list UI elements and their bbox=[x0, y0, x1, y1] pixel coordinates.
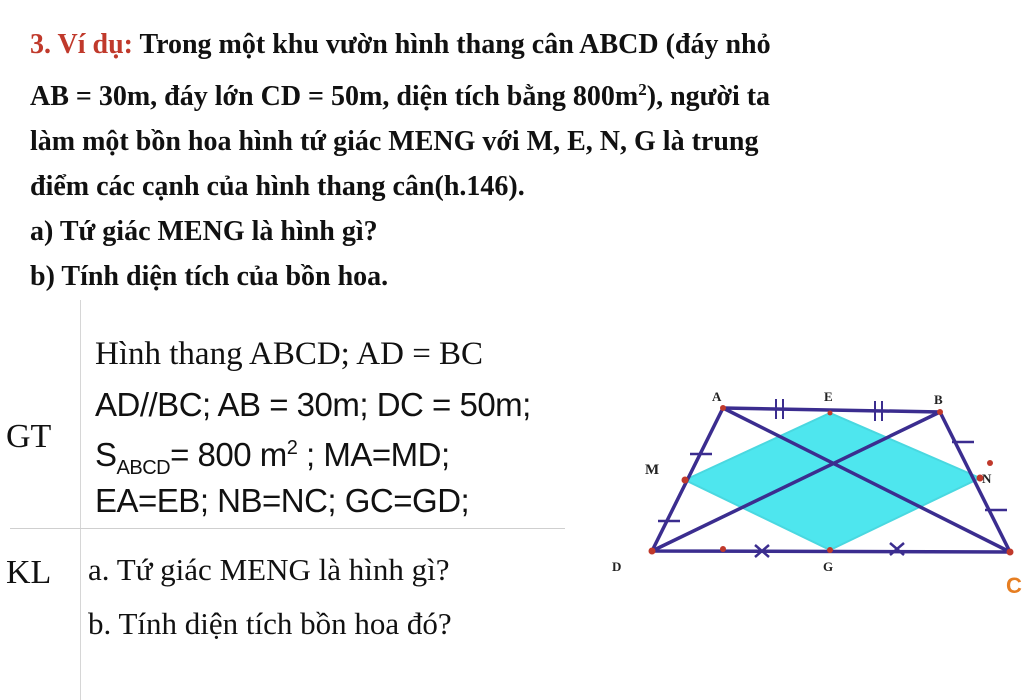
trapezoid-figure bbox=[600, 375, 1024, 700]
figure-svg bbox=[600, 375, 1024, 700]
conclusion-line-1: a. Tứ giác MENG là hình gì? bbox=[88, 552, 450, 587]
problem-statement bbox=[30, 22, 970, 299]
given-line-1: Hình thang ABCD; AD = BC bbox=[95, 336, 484, 372]
label-m: M bbox=[645, 462, 660, 478]
area-value: = 800 m bbox=[170, 436, 287, 473]
given-line-3 bbox=[95, 436, 450, 480]
label-d: D bbox=[612, 559, 622, 574]
label-c: C bbox=[1006, 573, 1022, 598]
question-a: a) Tứ giác MENG là hình gì? bbox=[30, 216, 378, 247]
problem-line-2-tail: ), người ta bbox=[646, 81, 771, 112]
problem-line-1-text: Trong một khu vườn hình thang cân ABCD (đáy nhỏ bbox=[139, 29, 771, 60]
point-e bbox=[828, 411, 833, 416]
problem-line-2-text: AB = 30m, đáy lớn CD = 50m, diện tích bằng 800m bbox=[30, 81, 639, 112]
point-extra bbox=[720, 546, 726, 552]
gt-label: GT bbox=[6, 418, 52, 455]
area-symbol: S bbox=[95, 436, 117, 473]
label-a: A bbox=[712, 389, 722, 404]
area-exponent: 2 bbox=[286, 437, 298, 459]
problem-line-4: điểm các cạnh của hình thang cân(h.146). bbox=[30, 171, 525, 202]
point-c bbox=[1007, 549, 1014, 556]
problem-line-2 bbox=[30, 67, 970, 119]
given-line-4: EA=EB; NB=NC; GC=GD; bbox=[95, 482, 470, 519]
point-b bbox=[937, 409, 943, 415]
example-label: Ví dụ: bbox=[57, 29, 133, 60]
label-e: E bbox=[824, 389, 833, 404]
label-n: N bbox=[982, 471, 992, 486]
area-unit-exponent: 2 bbox=[638, 80, 647, 99]
table-horizontal-divider bbox=[10, 528, 565, 529]
area-subscript: ABCD bbox=[116, 457, 171, 479]
question-b: b) Tính diện tích của bồn hoa. bbox=[30, 261, 389, 292]
table-vertical-divider bbox=[80, 300, 81, 700]
problem-number: 3. bbox=[30, 29, 51, 60]
point-g bbox=[827, 547, 833, 553]
kl-label: KL bbox=[6, 554, 52, 591]
conclusion-line-2: b. Tính diện tích bồn hoa đó? bbox=[88, 606, 452, 641]
given-line-3-tail: ; MA=MD; bbox=[297, 436, 450, 473]
point-a bbox=[720, 405, 726, 411]
label-g: G bbox=[823, 559, 834, 574]
point-m bbox=[682, 477, 689, 484]
given-line-2: AD//BC; AB = 30m; DC = 50m; bbox=[95, 386, 531, 423]
point-d bbox=[649, 548, 656, 555]
gt-kl-table bbox=[0, 300, 590, 700]
rhombus-meng bbox=[685, 413, 980, 550]
problem-line-3: làm một bồn hoa hình tứ giác MENG với M, E, N, G là trung bbox=[30, 126, 759, 157]
label-b: B bbox=[934, 392, 943, 407]
n-marker bbox=[987, 460, 993, 466]
problem-line-1 bbox=[30, 22, 970, 67]
